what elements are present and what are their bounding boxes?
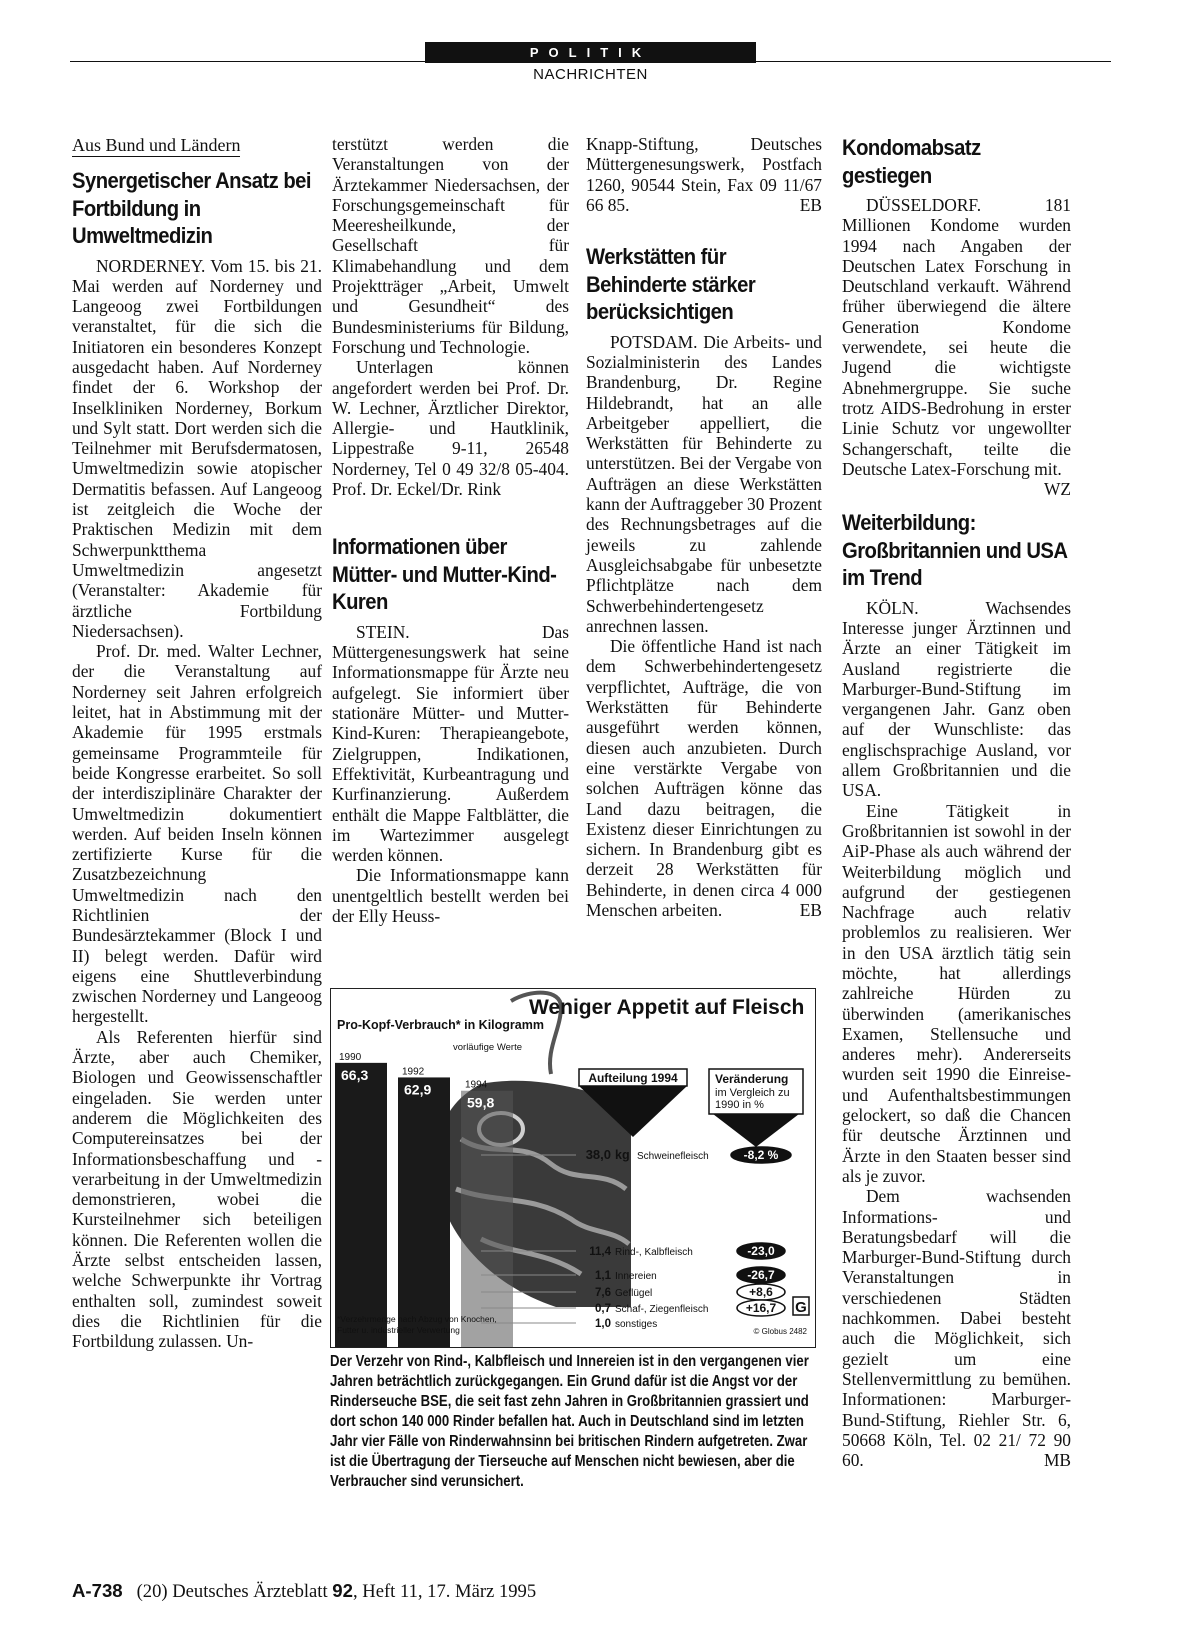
paragraph: STEIN. Das Müttergenesungswerk hat seine Informationsmappe für Ärzte neu aufgelegt. Sie informiert über stationäre Mütter- und Mutter-Kind-Kuren: Therapieangebote, Zielgruppen, Indikationen, Effektivität, Kurbeantragung und Kurfinanzierung. Außerdem enthält die Mappe Faltblätter, die im Wartezimmer ausgelegt werden können. [332, 621, 569, 866]
change-value: +16,7 [745, 1301, 777, 1315]
category-note: vorläufige Werte [453, 1042, 522, 1053]
breakdown-label: Rind-, Kalbfleisch [615, 1247, 693, 1258]
breakdown-value: 7,6 [595, 1287, 611, 1299]
year-bar [461, 1091, 513, 1347]
headline-umweltmedizin: Synergetischer Ansatz bei Fortbildung in Umweltmedizin [72, 168, 311, 248]
year-label: 1994 [465, 1079, 488, 1091]
breakdown-title: Aufteilung 1994 [588, 1071, 678, 1085]
paragraph: NORDERNEY. Vom 15. bis 21. Mai werden auf Norderney und Langeoog zwei Fortbildungen veranstaltet, für die sich die Initiatoren ein besonderes Konzept ausgedacht haben. Auf Norderney findet der 6. Workshop der Inselkliniken Norderney, Borkum und Sylt statt. Dort werden sich die Teilnehmer mit Berufsdermatosen, Umweltmedizin sowie atopischer Dermatitis befassen. Auf Langeoog ist zeitgleich die Woche der Praktischen Medizin mit dem Schwerpunktthema Umweltmedizin angesetzt (Veranstalter: Akademie für ärztliche Fortbildung Niedersachsen). [72, 255, 322, 641]
breakdown-value: 11,4 [589, 1246, 611, 1258]
paragraph: terstützt werden die Veranstaltungen von der Ärztekammer Niedersachsen, der Forschungsgemeinschaft für Meeresheilkunde, der Gesellschaft für Klimabehandlung und dem Projektträger „Arbeit, Umwelt und Gesundheit“ des Bundesministeriums für Bildung, Forschung und Technologie. [332, 134, 569, 357]
chart-footnote-2: Futter u. industrieller Verwertung [337, 1325, 460, 1335]
page-number: A-738 [72, 1580, 123, 1601]
paragraph-text: DÜSSELDORF. 181 Millionen Kondome wurden 1994 nach Angaben der Deutschen Latex Forschung in Deutschland verkauft. Während früher überwiegend die ältere Generation Kondome verwendete, sei heute die Jugend die wichtigste Abnehmergruppe. Sie suche trotz AIDS-Bedrohung in erster Linie Schutz vor ungewollter Schangerschaft, teilte die Deutsche Latex-Forschung mit. [842, 195, 1071, 479]
breakdown-label: Innereien [615, 1271, 657, 1282]
page-footer [72, 1580, 536, 1603]
subsection-label: NACHRICHTEN [533, 66, 648, 83]
paragraph [842, 1186, 1071, 1470]
paragraph: KÖLN. Wachsendes Interesse junger Ärztinnen und Ärzte an einer Tätigkeit im Ausland registrierte die Marburger-Bund-Stiftung im vergangenen Jahr. Ganz oben auf der Wunschliste: das englischsprachige Ausland, vor allem Großbritannien und die USA. [842, 597, 1071, 801]
paragraph-text: Knapp-Stiftung, Deutsches Müttergenesungswerk, Postfach 1260, 90544 Stein, Fax 09 11/67 66 85. [586, 134, 822, 215]
bar-value-label: 66,3 [341, 1066, 369, 1083]
paragraph-text: Dem wachsenden Informations- und Beratungsbedarf will die Marburger-Bund-Stiftung durch Veranstaltungen in verschiedenen Städten nachkommen. Dabei besteht auch die Möglichkeit, sich gezielt um eine Stellenvermittlung zu bemühen. Informationen: Marburger-Bund-Stiftung, Riehler Str. 6, 50668 Köln, Tel. 02 21/ 72 90 60. [842, 1186, 1071, 1471]
change-value: +8,6 [749, 1285, 773, 1299]
paragraph: Prof. Dr. med. Walter Lechner, der die Veranstaltung auf Norderney seit Jahren erfolgreich leitet, hat in Abstimmung mit der Akademie für 1995 erstmals gemeinsame Programmteile für beide Kongresse erarbeitet. So soll der interdisziplinäre Charakter der Umweltmedizin dokumentiert werden. Auf beiden Inseln können zertifizierte Kurse für die Zusatzbezeichnung Umweltmedizin nach den Richtlinien der Bundesärztekammer (Block I und II) belegt werden. Dafür wird eigens eine Shuttleverbindung zwischen Norderney und Langeoog hergestellt. [72, 641, 322, 1027]
paragraph: Als Referenten hierfür sind Ärzte, aber auch Chemiker, Biologen und Geowissenschaftler eingeladen. Sie werden unter anderem die Möglichkeiten des Computereinsatzes bei der Informationsbeschaffung und -verarbeitung in der Umweltmedizin demonstrieren, wobei die Kursteilnehmer sich beteiligen können. Die Referenten wollen die Ärzte selbst entscheiden lassen, welche Schwerpunkte ihr Vortrag enthalten soll, zumindest soweit dies die Richtlinien für die Fortbildung zulassen. Un- [72, 1026, 322, 1352]
meat-consumption-chart [330, 988, 816, 1348]
change-triangle [713, 1114, 799, 1147]
year-label: 1992 [402, 1066, 425, 1078]
paragraph: Eine Tätigkeit in Großbritannien ist sowohl in der AiP-Phase als auch während der Weiterbildung möglich und aufgrund der gestiegenen Nachfrage auch relativ problemlos zu realisieren. Wer in den USA ärztlich tätig sein möchte, hat allerdings zahlreiche Hürden zu überwinden (amerikanisches Examen, Stellensuche und anderes mehr). Andererseits wurden seit 1990 die Einreise- und Aufenthaltsbestimmungen gelockert, so daß die Chancen für deutsche Ärztinnen und Ärzte in den Staaten besser sind als je zuvor. [842, 800, 1071, 1186]
paragraph: POTSDAM. Die Arbeits- und Sozialministerin des Landes Brandenburg, Dr. Regine Hildebrandt, hat an alle Arbeitgeber appelliert, die Werkstätten für Behinderte zu unterstützen. Bei der Vergabe von Aufträgen an diese Werkstätten kann der Auftraggeber 30 Prozent des Rechnungsbetrages auf die jeweils zu zahlende Ausgleichsabgabe für unbesetzte Pflichtplätze nach dem Schwerbehindertengesetz anrechnen lassen. [586, 331, 822, 636]
change-title-1: Veränderung [715, 1072, 789, 1086]
paragraph [842, 195, 1071, 500]
section-bar [425, 42, 756, 63]
column-1 [72, 134, 322, 1352]
headline-werkstaetten: Werkstätten für Behinderte stärker berücksichtigen [586, 244, 756, 325]
header-rule [70, 61, 1111, 62]
paragraph: Unterlagen können angefordert werden bei Prof. Dr. W. Lechner, Ärztlicher Direktor, Allergie- und Hautklinik, Lippestraße 9-11, 26548 Norderney, Tel 0 49 32/8 05-404. Prof. Dr. Eckel/Dr. Rink [332, 357, 569, 500]
footer-pub: (20) Deutsches Ärzteblatt [136, 1581, 333, 1602]
breakdown-label: Schaf-, Ziegenfleisch [615, 1304, 709, 1315]
column-3 [586, 134, 822, 920]
section-label: POLITIK [529, 45, 652, 60]
kicker: Aus Bund und Ländern [72, 135, 241, 155]
breakdown-value: 1,0 [595, 1318, 611, 1330]
year-label: 1990 [339, 1051, 362, 1063]
year-bar [398, 1077, 450, 1347]
chart-caption: Der Verzehr von Rind-, Kalbfleisch und Innereien ist in den vergangenen vier Jahren beträchtlich zurückgegangen. Ein Grund dafür ist die Angst vor der Rinderseuche BSE, die seit fast zehn Jahren in Großbritannien grassiert und dort schon 140 000 Rinder befallen hat. Auch in Deutschland sind im letzten Jahr vier Fälle von Rinderwahnsinn bei britischen Rindern aufgetreten. Zwar ist die Übertragung der Tierseuche auf Menschen nicht bewiesen, aber die Verbraucher sind verunsichert. [330, 1353, 809, 1490]
breakdown-value: 0,7 [595, 1303, 611, 1315]
bar-value-label: 62,9 [404, 1081, 432, 1098]
breakdown-label: Schweinefleisch [637, 1151, 709, 1162]
column-2 [332, 134, 569, 926]
author-signature: WZ [1043, 479, 1071, 500]
year-bar [335, 1063, 387, 1347]
change-title-3: 1990 in % [715, 1099, 764, 1111]
chart-subtitle: Pro-Kopf-Verbrauch* in Kilogramm [337, 1018, 544, 1032]
globus-logo: G [795, 1299, 807, 1316]
paragraph [586, 134, 822, 215]
headline-muetter-kuren: Informationen über Mütter- und Mutter-Kind-Kuren [332, 534, 557, 615]
author-signature: EB [799, 194, 822, 215]
chart-title: Weniger Appetit auf Fleisch [529, 996, 805, 1019]
paragraph: Die Informationsmappe kann unentgeltlich bestellt werden bei der Elly Heuss- [332, 865, 569, 926]
paragraph [586, 636, 822, 920]
bar-value-label: 59,8 [467, 1094, 495, 1111]
author-signature: EB [799, 900, 822, 920]
footer-volume: 92 [332, 1580, 353, 1601]
breakdown-label: sonstiges [615, 1319, 658, 1330]
breakdown-value: 38,0 [585, 1147, 611, 1162]
change-title-2: im Vergleich zu [715, 1087, 790, 1099]
breakdown-unit: kg [615, 1148, 630, 1162]
paragraph-text: Die öffentliche Hand ist nach dem Schwerbehindertengesetz verpflichtet, Aufträge, die von Werkstätten für Behinderte ausgeführt werden können, diesen auch anzubieten. Durch eine verstärkte Vergabe von solchen Aufträgen könne das Land dazu beitragen, die Existenz dieser Einrichtungen zu sichern. In Brandenburg gibt es derzeit 28 Werkstätten für Behinderte, in denen circa 4 000 Menschen arbeiten. [586, 636, 822, 920]
breakdown-label: Geflügel [615, 1288, 653, 1299]
change-value: -8,2 % [743, 1148, 779, 1162]
chart-footnote-1: *Verzehrmenge nach Abzug von Knochen, [337, 1314, 497, 1324]
footer-issue: , Heft 11, 17. März 1995 [352, 1581, 537, 1602]
breakdown-value: 1,1 [595, 1270, 611, 1282]
column-4 [842, 134, 1071, 1470]
change-value: -23,0 [747, 1244, 775, 1258]
author-signature: MB [1043, 1450, 1071, 1471]
chart-source: © Globus 2482 [753, 1327, 807, 1336]
headline-weiterbildung: Weiterbildung: Großbritannien und USA im Trend [842, 510, 1067, 591]
change-value: -26,7 [747, 1268, 775, 1282]
chart-svg [331, 989, 815, 1347]
headline-kondomabsatz: Kondomabsatz gestiegen [842, 135, 981, 188]
